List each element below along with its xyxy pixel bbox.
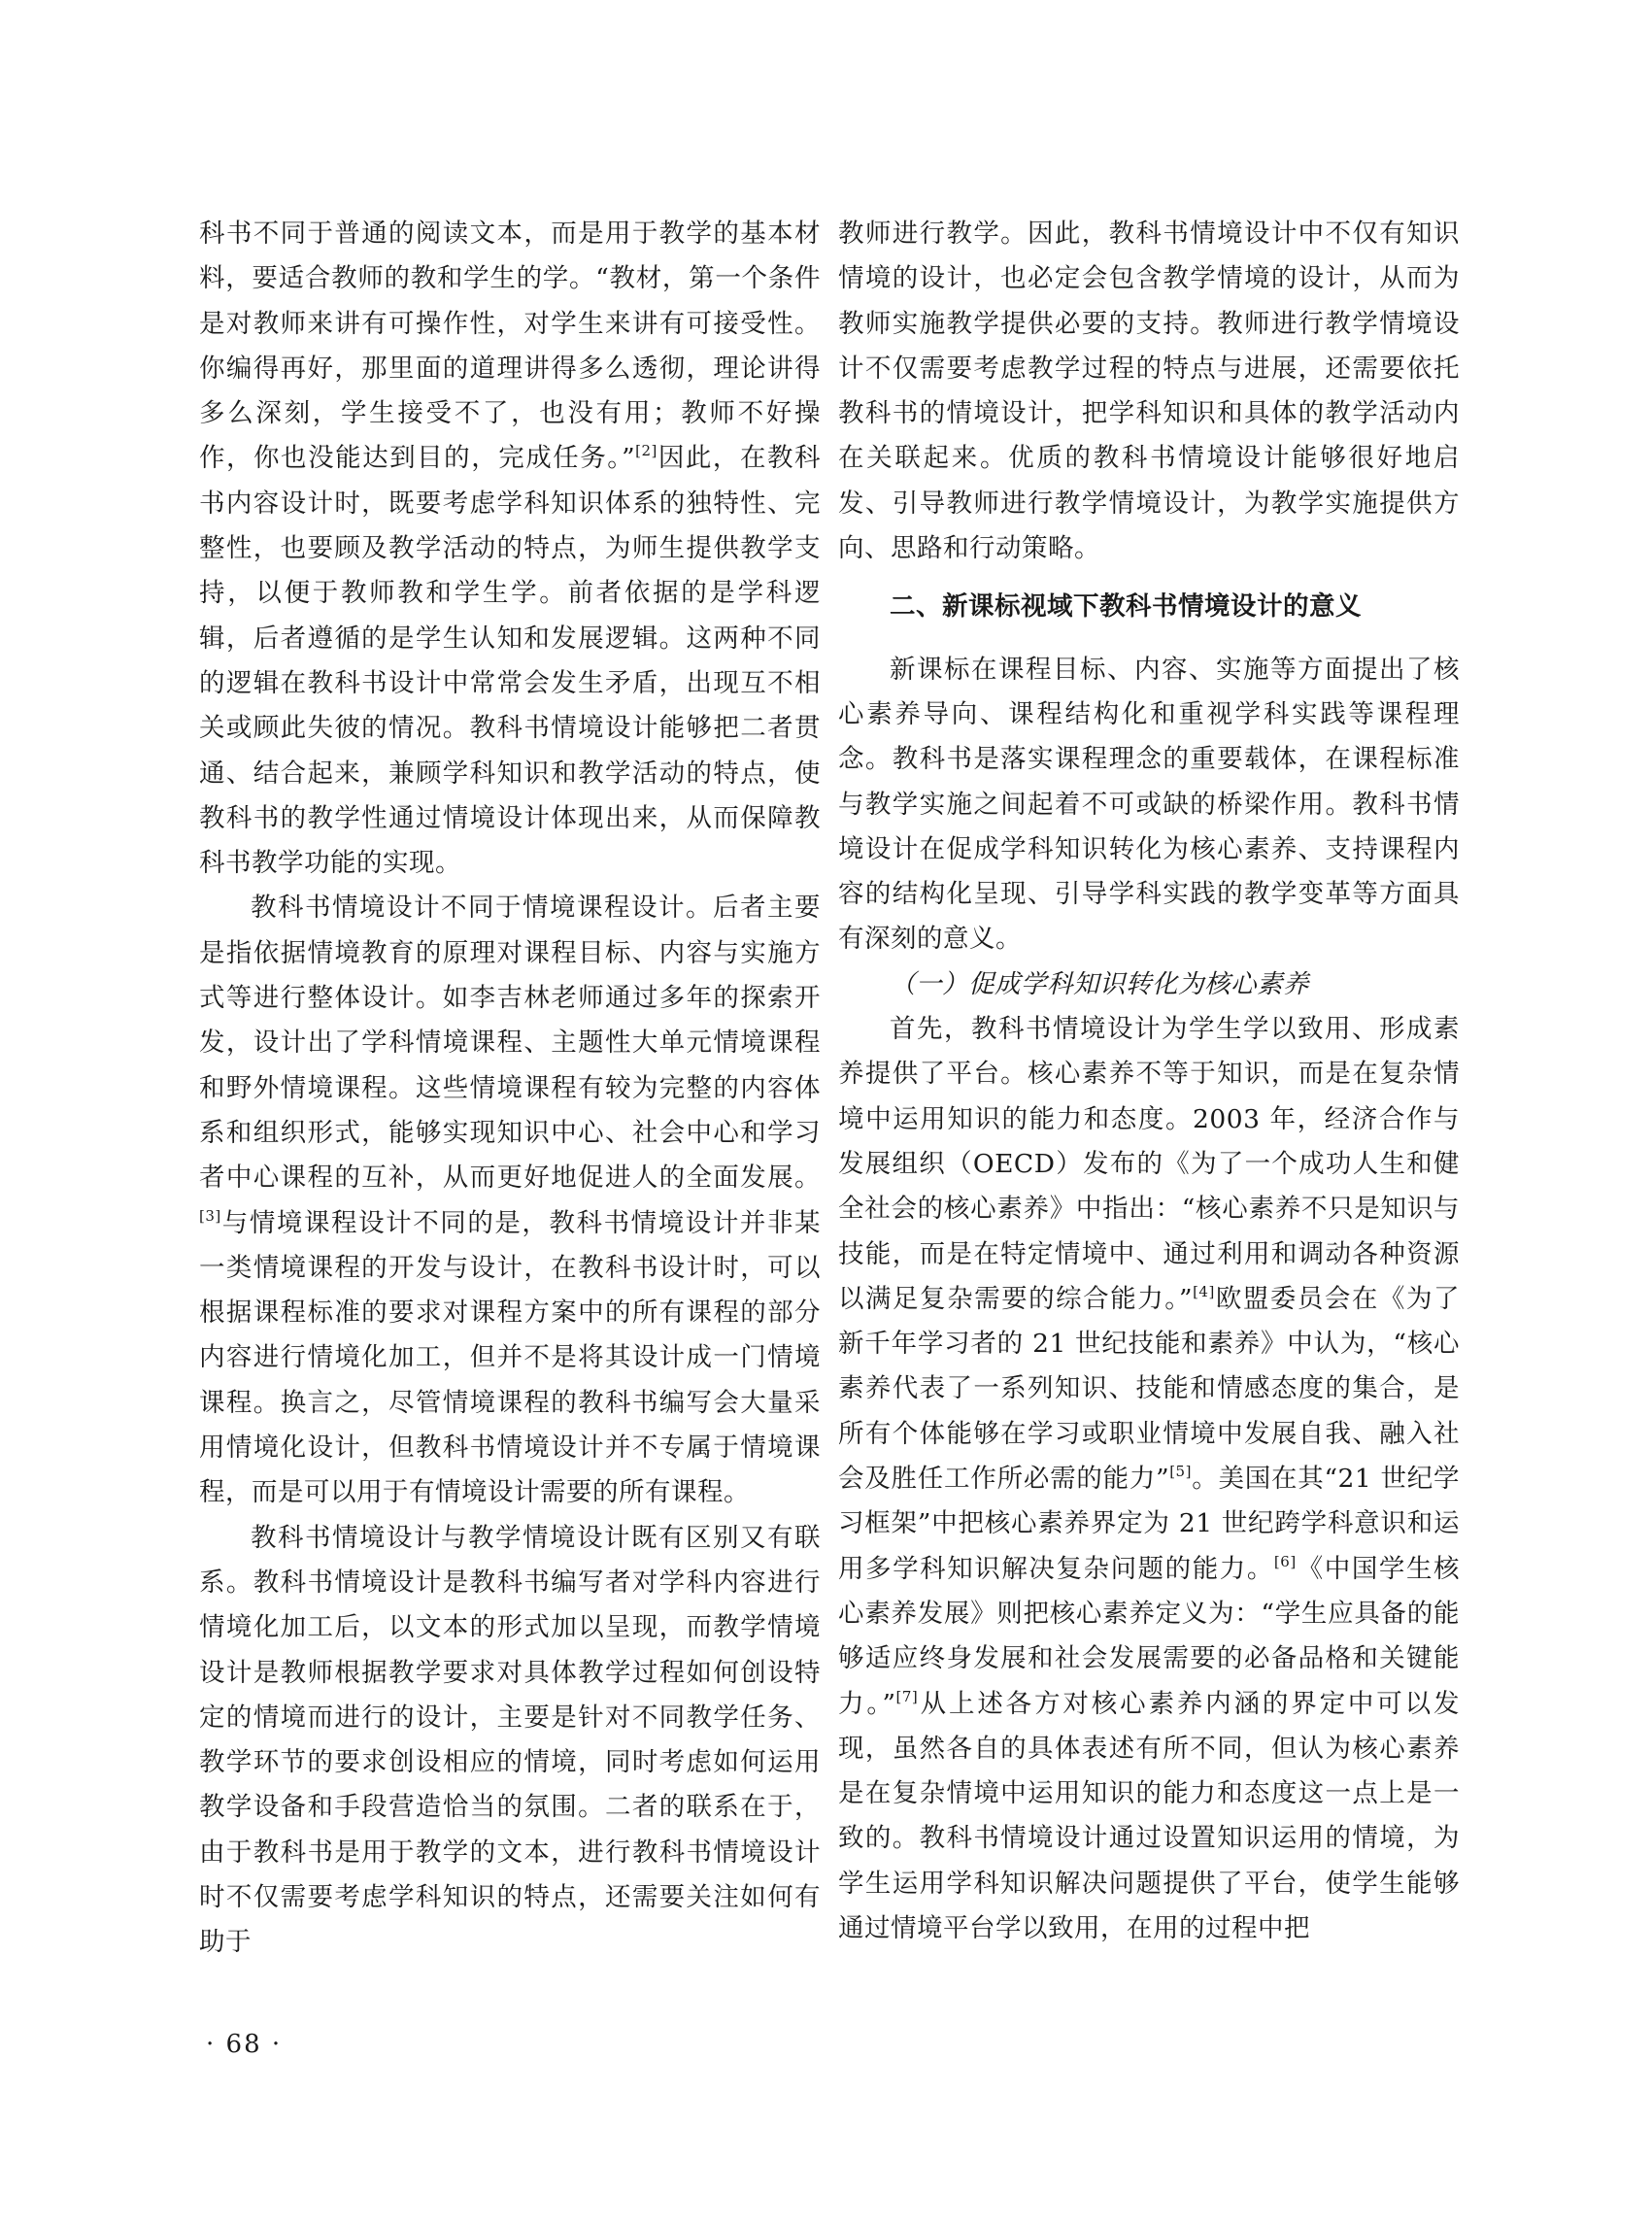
left-column [199,212,821,1966]
citation-7: [7] [895,1687,919,1705]
right-p3-text-d: 《中国学生核心素养发展》则把核心素养定义为：“学生应具备的能够适应终身发展和社会发展需要的必备品格和关键能力。” [838,1553,1461,1719]
left-paragraph-1 [199,212,821,886]
citation-3: [3] [199,1206,221,1225]
left-paragraph-3: 教科书情境设计与教学情境设计既有区别又有联系。教科书情境设计是教科书编写者对学科内容进行情境化加工后，以文本的形式加以呈现，而教学情境设计是教师根据教学要求对具体教学过程如何创设特定的情境而进行的设计，主要是针对不同教学任务、教学环节的要求创设相应的情境，同时考虑如何运用教学设备和手段营造恰当的氛围。二者的联系在于，由于教科书是用于教学的文本，进行教科书情境设计时不仅需要考虑学科知识的特点，还需要关注如何有助于 [199,1522,821,1958]
right-p3-text-b: 欧盟委员会在《为了新千年学习者的 21 世纪技能和素养》中认为，“核心素养代表了一系列知识、技能和情感态度的集合，是所有个体能够在学习或职业情境中发展自我、融入社会及胜任工作所必需的能力” [838,1283,1460,1495]
left-paragraph-2 [199,886,821,1515]
right-p3-text-c: 。美国在其“21 世纪学习框架”中把核心素养界定为 21 世纪跨学科意识和运用多学科知识解决复杂问题的能力。 [838,1464,1460,1584]
right-paragraph-1: 教师进行教学。因此，教科书情境设计中不仅有知识情境的设计，也必定会包含教学情境的设计，从而为教师实施教学提供必要的支持。教师进行教学情境设计不仅需要考虑教学过程的特点与进展，还需要依托教科书的情境设计，把学科知识和具体的教学活动内在关联起来。优质的教科书情境设计能够很好地启发、引导教师进行教学情境设计，为教学实施提供方向、思路和行动策略。 [838,219,1460,564]
page-number: · 68 · [206,2030,283,2059]
right-p3-text-a: 首先，教科书情境设计为学生学以致用、形成素养提供了平台。核心素养不等于知识，而是在复杂情境中运用知识的能力和态度。2003 年，经济合作与发展组织（OECD）发布的《为了一个成功人生和健全社会的核心素养》中指出：“核心素养不只是知识与技能，而是在特定情境中、通过利用和调动各种资源以满足复杂需要的综合能力。” [838,1014,1460,1314]
left-p2-text-a: 教科书情境设计不同于情境课程设计。后者主要是指依据情境教育的原理对课程目标、内容与实施方式等进行整体设计。如李吉林老师通过多年的探索开发，设计出了学科情境课程、主题性大单元情境课程和野外情境课程。这些情境课程有较为完整的内容体系和组织形式，能够实现知识中心、社会中心和学习者中心课程的互补，从而更好地促进人的全面发展。 [199,893,821,1194]
subsection-heading: （一）促成学科知识转化为核心素养 [890,968,1309,999]
right-column [838,212,1460,1951]
right-p3-text-e: 从上述各方对核心素养内涵的界定中可以发现，虽然各自的具体表述有所不同，但认为核心素养是在复杂情境中运用知识的能力和态度这一点上是一致的。教科书情境设计通过设置知识运用的情境，为学生运用学科知识解决问题提供了平台，使学生能够通过情境平台学以致用，在用的过程中把 [838,1688,1460,1943]
right-paragraph-2: 新课标在课程目标、内容、实施等方面提出了核心素养导向、课程结构化和重视学科实践等课程理念。教科书是落实课程理念的重要载体，在课程标准与教学实施之间起着不可或缺的桥梁作用。教科书情境设计在促成学科知识转化为核心素养、支持课程内容的结构化呈现、引导学科实践的教学变革等方面具有深刻的意义。 [838,654,1460,955]
section-heading: 二、新课标视域下教科书情境设计的意义 [890,591,1362,623]
left-p1-text-a: 科书不同于普通的阅读文本，而是用于教学的基本材料，要适合教师的教和学生的学。“教材，第一个条件是对教师来讲有可操作性，对学生来讲有可接受性。你编得再好，那里面的道理讲得多么透彻，理论讲得多么深刻，学生接受不了，也没有用；教师不好操作，你也没能达到目的，完成任务。” [199,219,821,474]
left-p2-text-b: 与情境课程设计不同的是，教科书情境设计并非某一类情境课程的开发与设计，在教科书设计时，可以根据课程标准的要求对课程方案中的所有课程的部分内容进行情境化加工，但并不是将其设计成一门情境课程。换言之，尽管情境课程的教科书编写会大量采用情境化设计，但教科书情境设计并不专属于情境课程，而是可以用于有情境设计需要的所有课程。 [199,1207,821,1508]
right-paragraph-3 [838,1007,1460,1951]
citation-5: [5] [1169,1462,1192,1480]
citation-4: [4] [1193,1282,1215,1300]
citation-2: [2] [635,442,657,460]
left-p1-text-b: 因此，在教科书内容设计时，既要考虑学科知识体系的独特性、完整性，也要顾及教学活动的特点，为师生提供教学支持，以便于教师教和学生学。前者依据的是学科逻辑，后者遵循的是学生认知和发展逻辑。这两种不同的逻辑在教科书设计中常常会发生矛盾，出现互不相关或顾此失彼的情况。教科书情境设计能够把二者贯通、结合起来，兼顾学科知识和教学活动的特点，使教科书的教学性通过情境设计体现出来，从而保障教科书教学功能的实现。 [199,443,821,879]
citation-6: [6] [1273,1552,1297,1570]
